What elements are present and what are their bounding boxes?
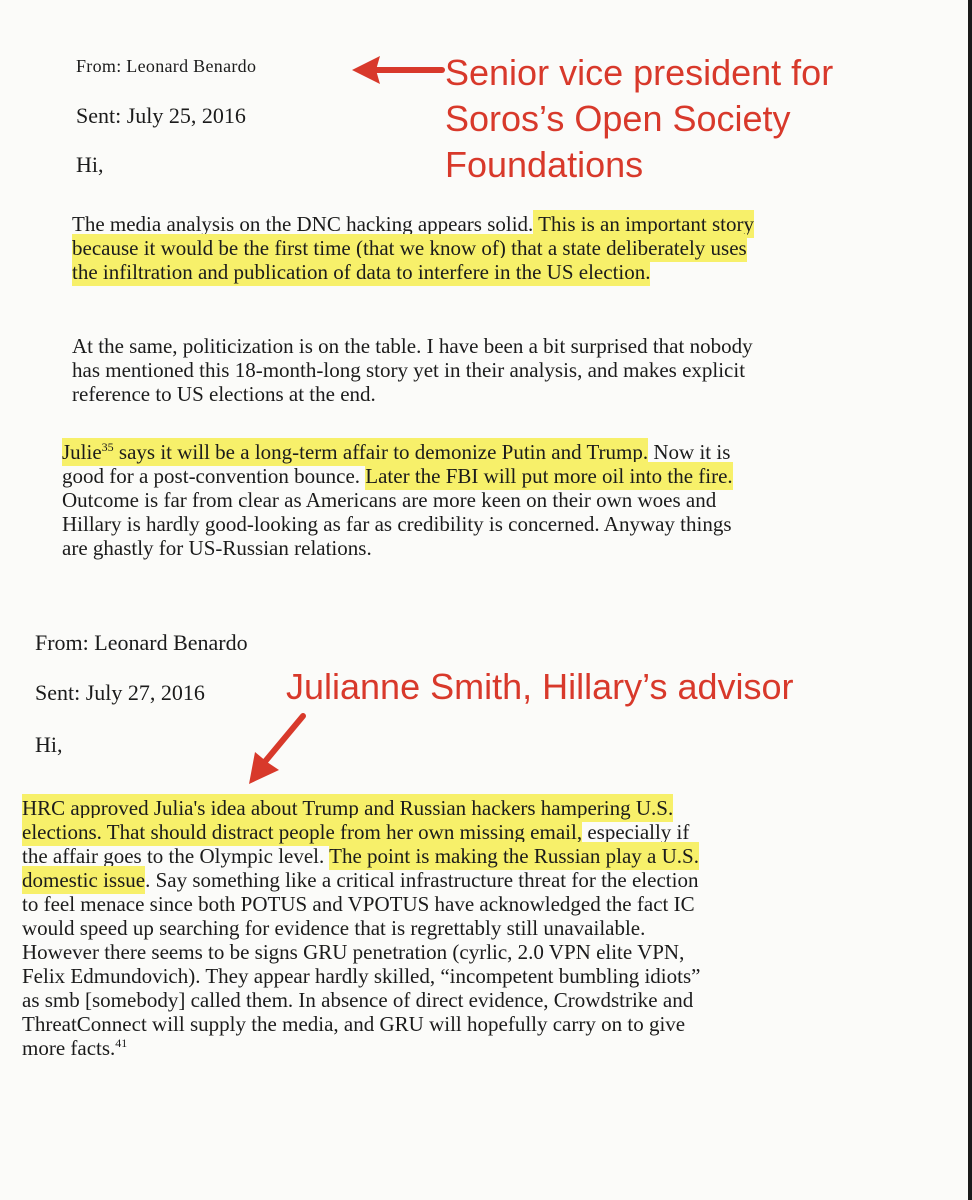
email1-sent: Sent: July 25, 2016 bbox=[76, 103, 246, 128]
highlighted-text: This is an important story bbox=[533, 212, 754, 236]
highlighted-text: because it would be the first time (that we know of) that a state deliberately uses bbox=[72, 236, 747, 260]
text-span: more facts. bbox=[22, 1036, 116, 1060]
email2-greeting: Hi, bbox=[35, 732, 63, 757]
highlighted-text bbox=[62, 440, 648, 464]
email2-sent: Sent: July 27, 2016 bbox=[35, 680, 205, 705]
highlighted-text: HRC approved Julia's idea about Trump and Russian hackers hampering U.S. bbox=[22, 796, 674, 820]
text-span: Now it is bbox=[648, 440, 731, 464]
text-span: . Say something like a critical infrastructure threat for the election bbox=[145, 868, 699, 892]
text-span: the affair goes to the Olympic level. bbox=[22, 844, 330, 868]
annotation-note-1 bbox=[445, 50, 833, 188]
email1-paragraph-1 bbox=[72, 212, 754, 284]
email2-paragraph-1 bbox=[22, 796, 700, 1060]
highlighted-text: the infiltration and publication of data to interfere in the US election. bbox=[72, 260, 651, 284]
email2-from: From: Leonard Benardo bbox=[35, 630, 248, 655]
text-line bbox=[22, 868, 700, 892]
text-line bbox=[62, 464, 733, 488]
annotation-line: Foundations bbox=[445, 144, 644, 185]
text-line: as smb [somebody] called them. In absence of direct evidence, Crowdstrike and bbox=[22, 988, 694, 1012]
text-line: reference to US elections at the end. bbox=[72, 382, 376, 406]
text-line: are ghastly for US-Russian relations. bbox=[62, 536, 372, 560]
text-line: has mentioned this 18-month-long story yet in their analysis, and makes explicit bbox=[72, 358, 746, 382]
text-line: would speed up searching for evidence that is regrettably still unavailable. bbox=[22, 916, 646, 940]
arrow-left-icon bbox=[350, 52, 445, 88]
text-span: good for a post-convention bounce. bbox=[62, 464, 366, 488]
annotation-note-2: Julianne Smith, Hillary’s advisor bbox=[286, 666, 794, 707]
text-line: Hillary is hardly good-looking as far as credibility is concerned. Anyway things bbox=[62, 512, 732, 536]
arrow-down-left-icon bbox=[235, 708, 310, 788]
text-line: Outcome is far from clear as Americans are more keen on their own woes and bbox=[62, 488, 717, 512]
footnote-marker: 35 bbox=[101, 440, 114, 454]
text-line: However there seems to be signs GRU penetration (cyrlic, 2.0 VPN elite VPN, bbox=[22, 940, 685, 964]
highlighted-text: domestic issue bbox=[22, 868, 146, 892]
text-span: The media analysis on the DNC hacking appears solid. bbox=[72, 212, 534, 236]
text-line: to feel menace since both POTUS and VPOTUS have acknowledged the fact IC bbox=[22, 892, 695, 916]
text-line bbox=[22, 796, 700, 820]
email1-from: From: Leonard Benardo bbox=[76, 56, 257, 76]
text-line bbox=[72, 260, 754, 284]
text-span: says it will be a long-term affair to demonize Putin and Trump. bbox=[113, 440, 649, 464]
annotation-line: Senior vice president for bbox=[445, 52, 834, 93]
text-span: especially if bbox=[582, 820, 690, 844]
text-line: Felix Edmundovich). They appear hardly skilled, “incompetent bumbling idiots” bbox=[22, 964, 701, 988]
highlighted-text: elections. That should distract people from her own missing email, bbox=[22, 820, 583, 844]
annotation-line: Soros’s Open Society bbox=[445, 98, 791, 139]
text-line bbox=[22, 844, 700, 868]
email1-greeting: Hi, bbox=[76, 152, 104, 177]
text-span: Julie bbox=[62, 440, 102, 464]
text-line: At the same, politicization is on the table. I have been a bit surprised that nobody bbox=[72, 334, 753, 358]
highlighted-text: The point is making the Russian play a U.S. bbox=[329, 844, 699, 868]
email1-paragraph-3 bbox=[62, 440, 733, 560]
text-line: ThreatConnect will supply the media, and GRU will hopefully carry on to give bbox=[22, 1012, 686, 1036]
text-line bbox=[72, 212, 754, 236]
text-line bbox=[62, 440, 733, 464]
text-line bbox=[72, 236, 754, 260]
highlighted-text: Later the FBI will put more oil into the fire. bbox=[365, 464, 733, 488]
text-line bbox=[22, 820, 700, 844]
email1-paragraph-2 bbox=[72, 334, 753, 406]
text-line bbox=[22, 1036, 700, 1060]
footnote-marker: 41 bbox=[115, 1036, 128, 1050]
